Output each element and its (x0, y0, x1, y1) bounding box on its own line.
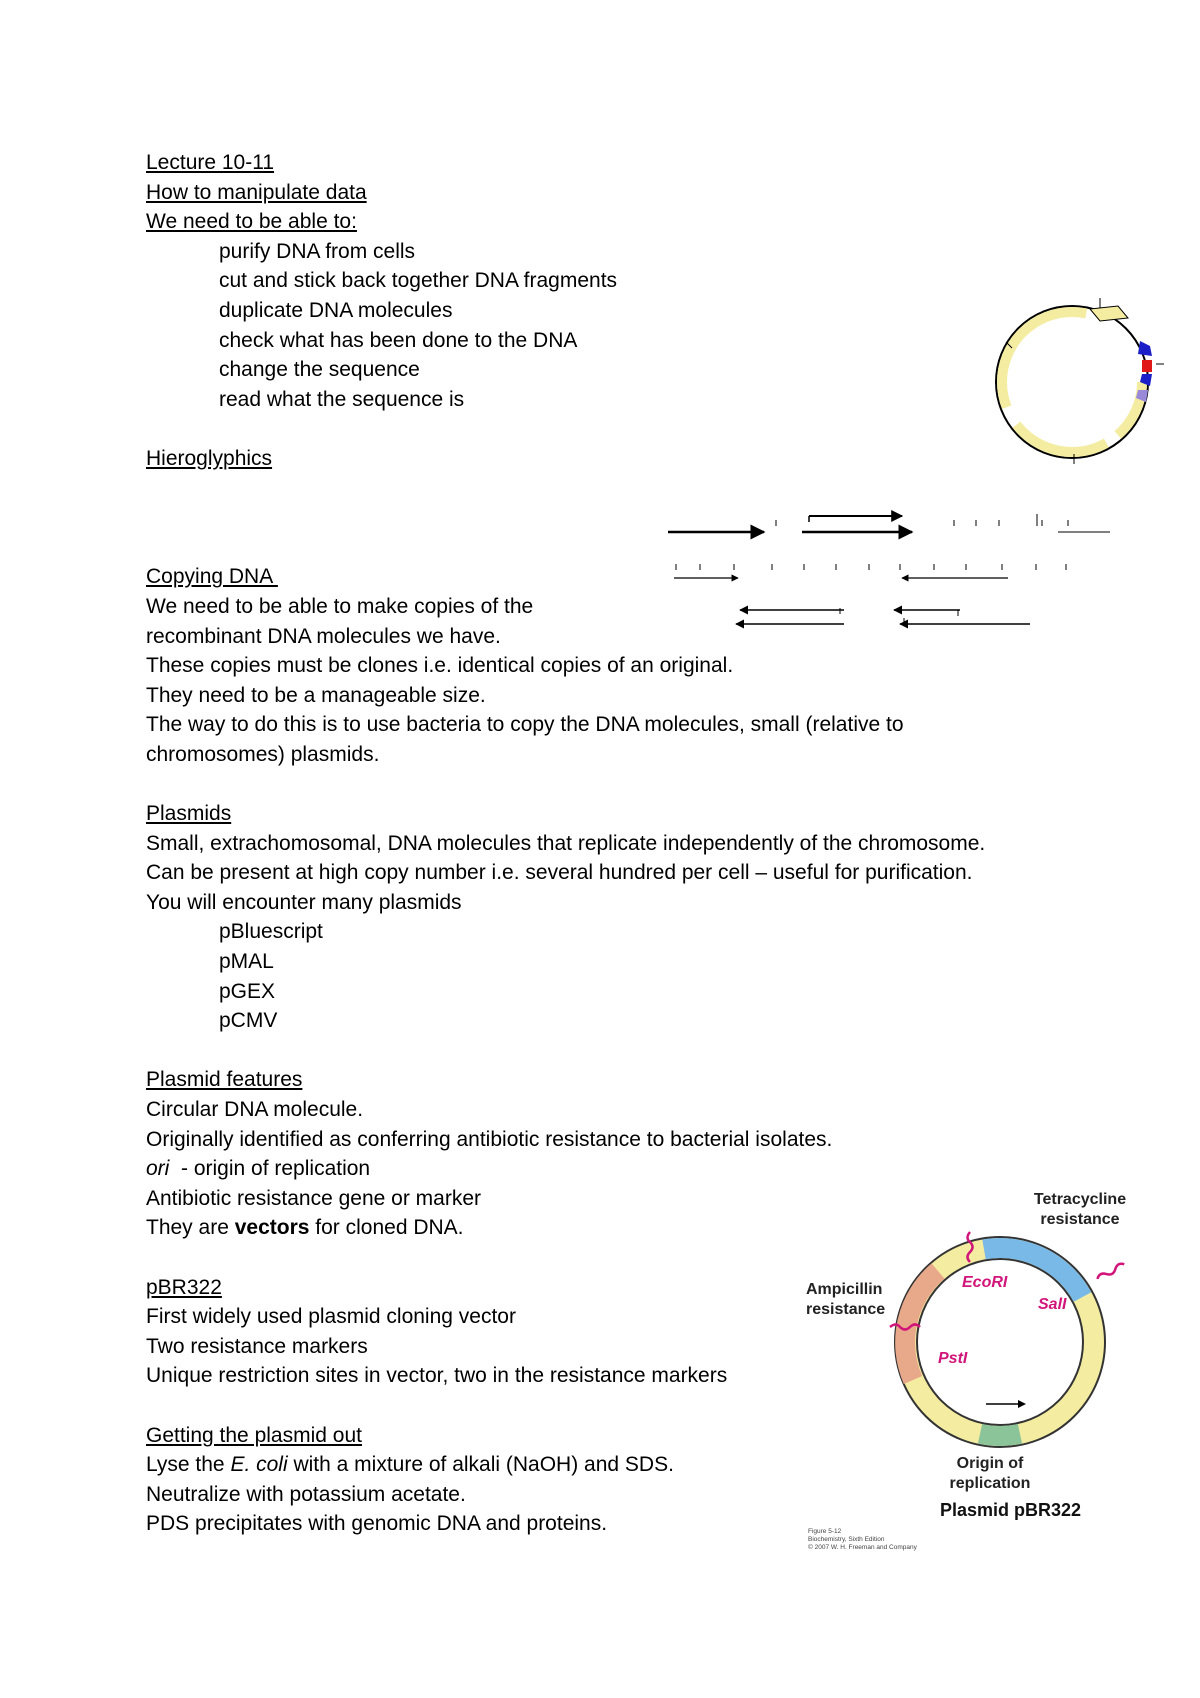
features-heading: Plasmid features (146, 1068, 303, 1092)
credit-line: © 2007 W. H. Freeman and Company (808, 1544, 917, 1551)
paragraph-line: recombinant DNA molecules we have. (146, 624, 501, 648)
pbr322-figure (800, 1182, 1160, 1552)
psti-label: PstI (938, 1350, 968, 1367)
credit-line: Biochemistry, Sixth Edition (808, 1536, 885, 1543)
list-item: pMAL (219, 950, 274, 974)
copying-heading: Copying DNA (146, 565, 278, 589)
paragraph-line: These copies must be clones i.e. identical copies of an original. (146, 654, 734, 678)
paragraph-line: The way to do this is to use bacteria to copy the DNA molecules, small (relative to (146, 713, 904, 737)
tetracycline-label: Tetracycline resistance (1033, 1191, 1127, 1228)
lyse-prefix: Lyse the (146, 1453, 231, 1477)
vectors-term: vectors (234, 1216, 310, 1240)
ecoli-term: E. coli (230, 1453, 288, 1477)
paragraph-line: PDS precipitates with genomic DNA and proteins. (146, 1512, 608, 1536)
lecture-subtitle: How to manipulate data (146, 180, 367, 204)
paragraph-line: Two resistance markers (146, 1334, 368, 1358)
figure-credit (808, 1528, 917, 1552)
dna-fragments-diagram (664, 508, 1134, 638)
paragraph-line: You will encounter many plasmids (146, 890, 462, 914)
vectors-line (146, 1213, 786, 1243)
hieroglyphics-heading: Hieroglyphics (146, 446, 273, 470)
figure-caption: Plasmid pBR322 (940, 1500, 1082, 1520)
list-item: pBluescript (219, 920, 323, 944)
list-item: purify DNA from cells (219, 239, 416, 263)
paragraph-line: Unique restriction sites in vector, two in the resistance markers (146, 1364, 728, 1388)
list-item: cut and stick back together DNA fragments (219, 269, 618, 293)
lyse-line (146, 1450, 786, 1480)
paragraph-line: Neutralize with potassium acetate. (146, 1482, 466, 1506)
list-item: duplicate DNA molecules (219, 298, 453, 322)
paragraph-line: Originally identified as conferring antibiotic resistance to bacterial isolates. (146, 1127, 833, 1151)
list-item: pCMV (219, 1009, 278, 1033)
paragraph-line: They need to be a manageable size. (146, 683, 486, 707)
paragraph-line: First widely used plasmid cloning vector (146, 1305, 516, 1329)
lyse-suffix: with a mixture of alkali (NaOH) and SDS. (287, 1453, 674, 1477)
sali-site-icon (1096, 1258, 1124, 1283)
ori-line (146, 1154, 786, 1184)
ampicillin-label: Ampicillin resistance (806, 1281, 886, 1318)
list-item: pGEX (219, 979, 276, 1003)
paragraph-line: Circular DNA molecule. (146, 1098, 364, 1121)
need-heading: We need to be able to: (146, 210, 357, 234)
credit-line: Figure 5-12 (808, 1528, 842, 1535)
list-item: check what has been done to the DNA (219, 328, 578, 352)
plasmids-heading: Plasmids (146, 802, 232, 826)
paragraph-line: Can be present at high copy number i.e. several hundred per cell – useful for purification. (146, 861, 973, 885)
paragraph-line: Small, extrachomosomal, DNA molecules that replicate independently of the chromosome. (146, 831, 986, 855)
plasmid-schematic-icon (990, 294, 1170, 474)
pbr322-heading: pBR322 (146, 1275, 222, 1299)
vectors-prefix: They are (146, 1216, 235, 1240)
list-item: read what the sequence is (219, 387, 465, 411)
origin-block (980, 1434, 1020, 1436)
lecture-title: Lecture 10-11 (146, 151, 275, 174)
paragraph-line: Antibiotic resistance gene or marker (146, 1186, 481, 1210)
getting-out-heading: Getting the plasmid out (146, 1423, 362, 1447)
list-item: change the sequence (219, 358, 420, 382)
vectors-suffix: for cloned DNA. (309, 1216, 464, 1240)
ori-definition: - origin of replication (169, 1157, 371, 1181)
ecori-label: EcoRI (962, 1274, 1008, 1291)
paragraph-line: We need to be able to make copies of the (146, 594, 534, 618)
ori-term: ori (146, 1157, 170, 1181)
origin-label: Origin of replication (949, 1455, 1031, 1492)
paragraph-line: chromosomes) plasmids. (146, 742, 380, 766)
sali-label: SalI (1038, 1296, 1067, 1313)
